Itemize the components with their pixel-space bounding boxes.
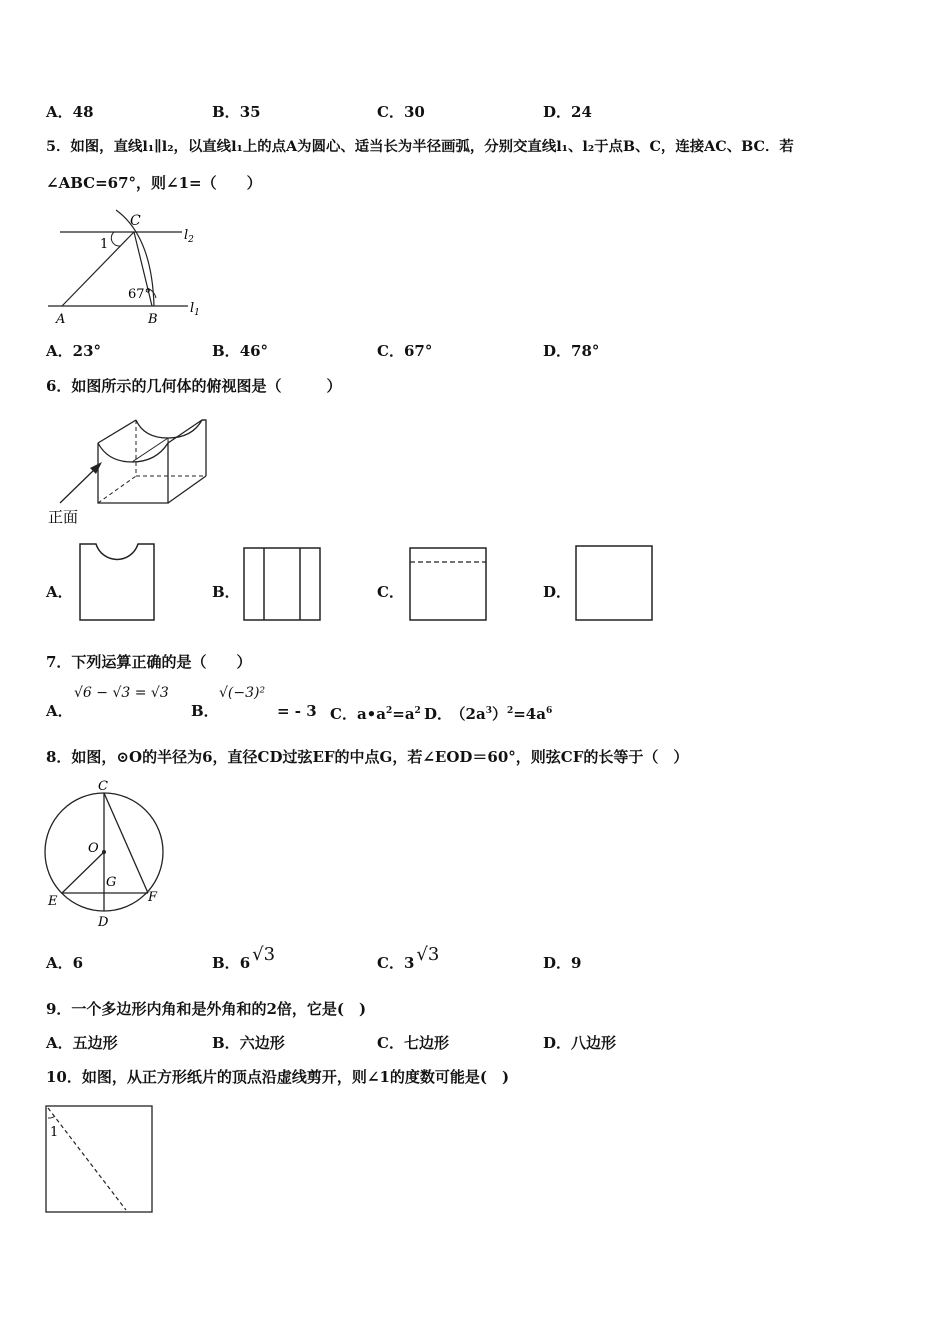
q6-option-d: D． (543, 583, 572, 601)
option-c-rect (410, 548, 486, 620)
q8-option-b: B．6 √3 (212, 944, 276, 972)
q6-option-b-figure (240, 544, 324, 624)
label-1: 1 (100, 237, 109, 252)
segment-eo (62, 852, 104, 893)
q7-option-b-rest: = - 3 (277, 702, 317, 720)
q9-option-a: A．五边形 (46, 1034, 118, 1052)
q10-figure (44, 1104, 156, 1216)
q9-option-d: D．八边形 (543, 1034, 617, 1052)
q8-option-c: C．3 √3 (377, 944, 440, 972)
q6-option-c: C． (377, 583, 404, 601)
label-67: 67° (128, 287, 152, 302)
q8-option-d: D．9 (543, 954, 582, 972)
label-l2: $l_2$ (184, 228, 194, 245)
q9-stem: 9．一个多边形内角和是外角和的2倍，它是( ) (46, 1000, 367, 1018)
q8-figure (42, 776, 168, 928)
q10-stem: 10．如图，从正方形纸片的顶点沿虚线剪开，则∠1的度数可能是( ) (46, 1068, 510, 1086)
label-l1: $l_1$ (190, 301, 200, 318)
q6-option-a: A． (46, 583, 73, 601)
hidden-diagonal (98, 476, 136, 503)
q5-option-a: A．23° (46, 342, 102, 360)
q6-solid-figure (44, 410, 224, 530)
label-e: E (48, 894, 58, 909)
option-b-rect (244, 548, 320, 620)
q6-option-b: B． (212, 583, 240, 601)
label-f: F (148, 890, 158, 905)
label-o: O (88, 841, 99, 856)
segment-ac (62, 232, 134, 306)
q4-option-c: C．30 (377, 103, 425, 121)
cut-dashed-line (48, 1108, 126, 1210)
q6-option-c-figure (406, 544, 490, 624)
q4-option-a: A．48 (46, 103, 94, 121)
right-bottom-edge (168, 476, 206, 503)
q7-option-a: A． (46, 702, 73, 720)
q7-option-b: B． (191, 702, 219, 720)
option-a-shape (80, 544, 154, 620)
front-arrow (60, 468, 96, 503)
q5-figure (44, 206, 204, 330)
q7-option-c: C．$a•a^2=a^2$ (330, 705, 421, 723)
label-c: C (130, 213, 141, 229)
q5-option-c: C．67° (377, 342, 433, 360)
label-b: B (148, 312, 158, 327)
q6-stem: 6．如图所示的几何体的俯视图是（ ） (46, 377, 342, 395)
label-a: A (56, 312, 66, 327)
q9-option-b: B．六边形 (212, 1034, 285, 1052)
q8-option-a: A．6 (46, 954, 84, 972)
center-dot (102, 850, 106, 854)
front-label: 正面 (48, 508, 79, 526)
angle1-arc (48, 1116, 55, 1118)
q4-option-b: B．35 (212, 103, 261, 121)
q7-option-b-radical: √(−3)² (219, 685, 266, 701)
angle1-arc (111, 232, 120, 246)
q5-option-d: D．78° (543, 342, 600, 360)
q5-stem-line2: ∠ABC=67°，则∠1=（ ） (46, 174, 262, 192)
option-d-rect (576, 546, 652, 620)
q5-option-b: B．46° (212, 342, 269, 360)
q7-option-d: D． $(2a^3)^2=4a^6$ (424, 705, 553, 723)
q8-stem: 8．如图，⊙O的半径为6，直径CD过弦EF的中点G，若∠EOD＝60°，则弦CF的长等于（ ） (46, 748, 689, 766)
front-face (98, 443, 168, 503)
q5-stem-line1: 5．如图，直线l₁∥l₂，以直线l₁上的点A为圆心、适当长为半径画弧，分别交直线l₁、l₂于点B、C，连接AC、BC．若 (46, 138, 794, 155)
label-c: C (98, 779, 108, 794)
q7-stem: 7．下列运算正确的是（ ） (46, 653, 252, 671)
label-d: D (98, 915, 109, 928)
top-edge-left (98, 420, 136, 443)
q6-option-d-figure (572, 542, 656, 624)
q9-option-c: C．七边形 (377, 1034, 449, 1052)
q7-option-a-expr: √6 − √3 = √3 (74, 685, 169, 701)
back-right-edge (202, 420, 206, 476)
q4-option-d: D．24 (543, 103, 592, 121)
top-curve-back (136, 420, 202, 438)
square-paper (46, 1106, 152, 1212)
q6-option-a-figure (76, 540, 160, 624)
label-g: G (106, 875, 117, 890)
label-1: 1 (50, 1125, 59, 1140)
